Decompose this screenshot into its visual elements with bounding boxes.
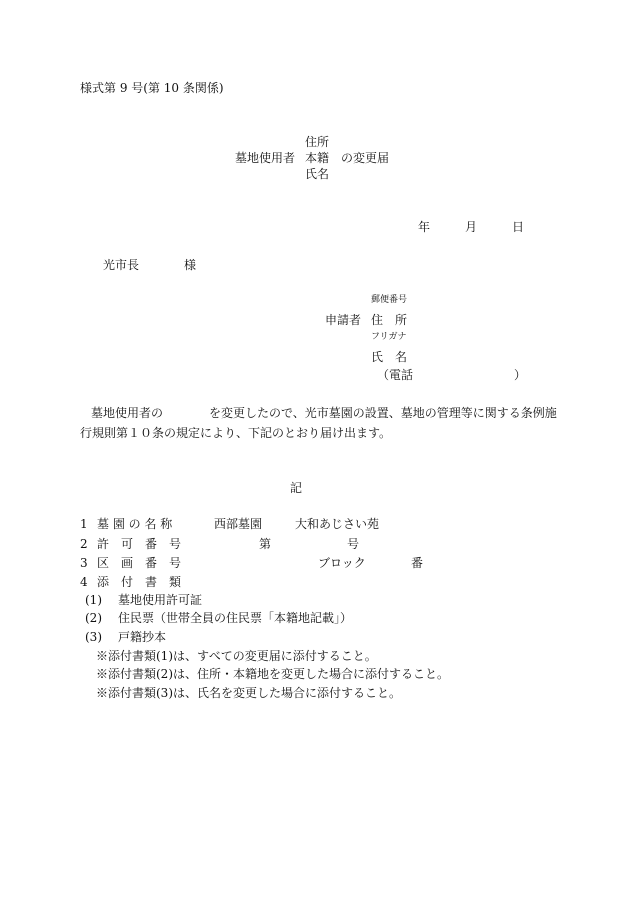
cemetery-option-yamato: 大和あじさい苑 (295, 517, 380, 531)
addressee-honorific: 様 (184, 258, 197, 272)
permit-suffix: 号 (347, 537, 360, 551)
addressee-name: 光市長 (103, 258, 140, 272)
attachment-2-label: 住民票（世帯全員の住民票「本籍地記載」） (118, 611, 353, 625)
address-label: 住 所 (371, 313, 408, 327)
item3-label: 区 画 番 号 (97, 556, 182, 570)
title-prefix: 墓地使用者 (235, 151, 296, 165)
furigana-label: フリガナ (371, 332, 407, 342)
item2-number: 2 (80, 537, 88, 551)
item1-number: 1 (80, 517, 88, 531)
item2-label: 許 可 番 号 (97, 537, 182, 551)
item1-label: 墓 園 の 名 称 (97, 517, 173, 531)
date-year: 年 (418, 220, 431, 234)
item4-number: 4 (80, 575, 88, 589)
title-option-domicile: 本籍 (305, 151, 330, 165)
body-line1-rest: を変更したので、光市墓園の設置、墓地の管理等に関する条例施 (209, 406, 557, 420)
note-2: ※添付書類(2)は、住所・本籍地を変更した場合に添付すること。 (96, 667, 450, 681)
note-1: ※添付書類(1)は、すべての変更届に添付すること。 (96, 649, 377, 663)
attachment-1-label: 墓地使用許可証 (118, 593, 203, 607)
ban-label: 番 (411, 556, 424, 570)
attachment-3-label: 戸籍抄本 (118, 630, 167, 644)
item4-label: 添 付 書 類 (97, 575, 182, 589)
phone-close-paren: ） (514, 368, 527, 382)
name-label: 氏 名 (371, 350, 408, 364)
form-number: 様式第 9 号(第 10 条関係) (80, 81, 224, 95)
body-line1-start: 墓地使用者の (91, 406, 164, 420)
permit-prefix: 第 (259, 537, 272, 551)
cemetery-option-seibu: 西部墓園 (214, 517, 263, 531)
note-3: ※添付書類(3)は、氏名を変更した場合に添付すること。 (96, 686, 402, 700)
title-suffix: の変更届 (341, 151, 390, 165)
block-label: ブロック (318, 556, 366, 570)
attachment-2-number: (2) (85, 611, 102, 625)
date-day: 日 (512, 220, 525, 234)
title-option-name: 氏名 (305, 167, 330, 181)
ki-heading: 記 (290, 481, 303, 495)
title-option-address: 住所 (305, 135, 330, 149)
attachment-1-number: (1) (85, 593, 102, 607)
applicant-label: 申請者 (325, 313, 362, 327)
phone-label: （電話 (377, 368, 414, 382)
attachment-3-number: (3) (85, 630, 102, 644)
body-line2: 行規則第１０条の規定により、下記のとおり届け出ます。 (80, 426, 392, 440)
postal-code-label: 郵便番号 (371, 295, 408, 305)
date-month: 月 (465, 220, 478, 234)
item3-number: 3 (80, 556, 88, 570)
